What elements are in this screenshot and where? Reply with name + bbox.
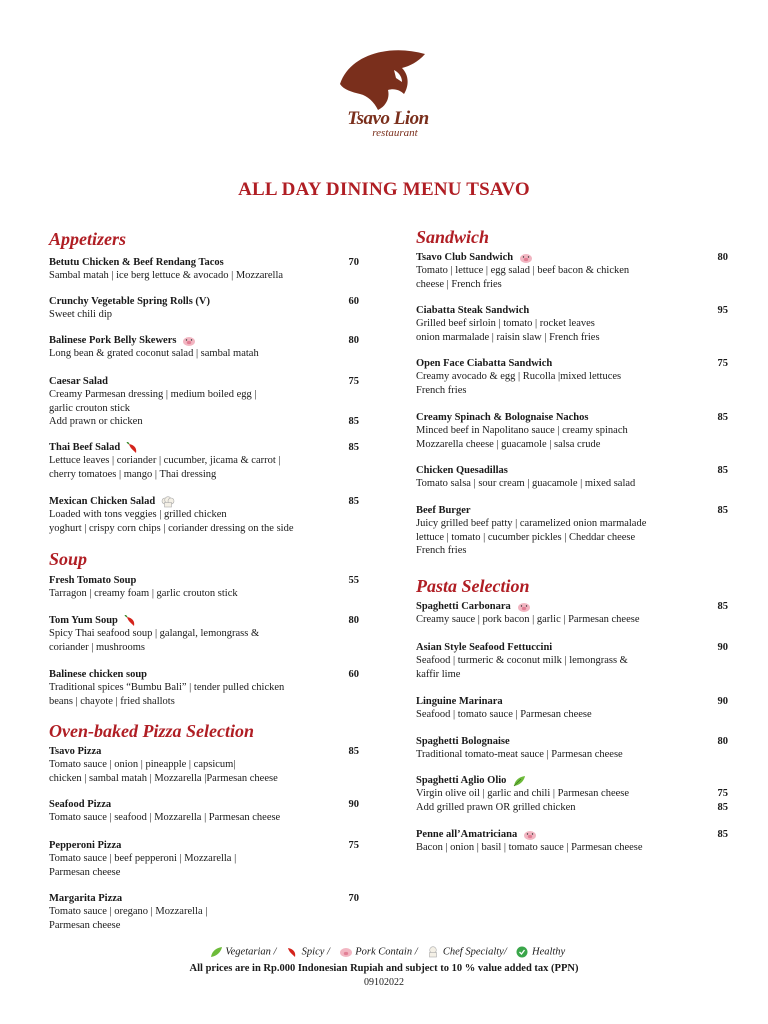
item-price: 60 <box>348 669 359 680</box>
item-price: 70 <box>348 893 359 904</box>
menu-item <box>49 668 359 708</box>
item-description: Bacon | onion | basil | tomato sauce | Parmesan cheese <box>416 842 643 854</box>
item-name: Balinese chicken soup <box>49 669 148 680</box>
item-description: Parmesan cheese <box>49 919 121 931</box>
item-price: 80 <box>348 615 359 626</box>
item-name: Chicken Quesadillas <box>416 465 508 476</box>
item-extra-price: 85 <box>348 416 359 427</box>
item-description: Creamy avocado & egg | Rucolla |mixed lettuces <box>416 371 622 383</box>
item-description: chicken | sambal matah | Mozzarella |Parmesan cheese <box>49 772 278 784</box>
item-description: French fries <box>416 545 467 557</box>
menu-item <box>49 614 359 654</box>
item-price: 85 <box>348 496 359 507</box>
menu-item <box>416 357 728 397</box>
menu-item <box>416 251 728 291</box>
menu-item <box>49 839 359 879</box>
legend-spicy: Spicy / <box>301 946 330 958</box>
item-price: 85 <box>348 746 359 757</box>
item-name: Open Face Ciabatta Sandwich <box>416 358 553 369</box>
item-description: Minced beef in Napolitano sauce | creamy spinach <box>416 425 628 437</box>
item-name: Thai Beef Salad <box>49 442 121 453</box>
menu-item <box>416 735 728 762</box>
section-title: Oven-baked Pizza Selection <box>49 721 254 741</box>
item-description: Sambal matah | ice berg lettuce & avocado | Mozzarella <box>49 270 284 282</box>
section-title: Appetizers <box>49 229 127 249</box>
pig-icon <box>523 829 537 841</box>
legend-healthy: Healthy <box>531 946 566 958</box>
item-description: Virgin olive oil | garlic and chili | Parmesan cheese <box>416 788 630 800</box>
menu-item <box>416 828 728 855</box>
item-description: Creamy sauce | pork bacon | garlic | Parmesan cheese <box>416 614 640 626</box>
menu-item <box>416 600 728 627</box>
icon-legend <box>0 946 768 958</box>
item-description: yoghurt | crispy corn chips | coriander dressing on the side <box>49 522 294 534</box>
item-name: Beef Burger <box>416 505 471 516</box>
item-description: Tomato sauce | oregano | Mozzarella | <box>49 906 208 918</box>
item-description: Sweet chili dip <box>49 309 112 321</box>
item-price: 85 <box>717 412 728 423</box>
item-name: Crunchy Vegetable Spring Rolls (V) <box>49 296 211 307</box>
menu-item <box>49 495 359 535</box>
item-description: Tomato salsa | sour cream | guacamole | mixed salad <box>416 478 636 490</box>
item-price: 55 <box>348 575 359 586</box>
item-description: Spicy Thai seafood soup | galangal, lemongrass & <box>49 628 260 640</box>
chili-icon <box>285 946 299 958</box>
item-description: Juicy grilled beef patty | caramelized onion marmalade <box>416 518 647 530</box>
item-name: Seafood Pizza <box>49 799 112 810</box>
item-price: 90 <box>348 799 359 810</box>
menu-title: ALL DAY DINING MENU TSAVO <box>238 179 530 200</box>
item-description: Lettuce leaves | coriander | cucumber, jicama & carrot | <box>49 455 281 467</box>
item-name: Linguine Marinara <box>416 696 503 707</box>
item-name: Pepperoni Pizza <box>49 840 122 851</box>
menu-item <box>49 892 359 932</box>
item-description: Parmesan cheese <box>49 866 121 878</box>
menu-item <box>416 504 728 558</box>
menu-item <box>416 641 728 681</box>
item-name: Tom Yum Soup <box>49 615 118 626</box>
item-name: Tsavo Club Sandwich <box>416 252 514 263</box>
pig-icon <box>182 335 196 347</box>
item-price: 85 <box>717 465 728 476</box>
section-title: Pasta Selection <box>416 576 530 596</box>
healthy-icon <box>515 946 529 958</box>
menu-item <box>49 798 359 825</box>
item-description: Traditional tomato-meat sauce | Parmesan cheese <box>416 749 623 761</box>
item-price: 70 <box>348 257 359 268</box>
item-description: onion marmalade | raisin slaw | French fries <box>416 331 600 343</box>
item-name: Mexican Chicken Salad <box>49 496 156 507</box>
section-title: Soup <box>49 549 88 569</box>
item-price: 80 <box>717 736 728 747</box>
right-column <box>416 226 728 866</box>
item-name-row <box>416 828 728 841</box>
section-title: Sandwich <box>416 227 490 247</box>
item-description: Mozzarella cheese | guacamole | salsa crude <box>416 438 601 450</box>
item-description: Tomato | lettuce | egg salad | beef bacon & chicken <box>416 265 630 277</box>
chili-icon <box>124 615 138 627</box>
item-name-row <box>416 251 728 264</box>
item-description: Tarragon | creamy foam | garlic crouton stick <box>49 588 238 600</box>
item-name-row <box>49 334 359 347</box>
item-price: 75 <box>717 788 728 799</box>
item-name-row <box>49 614 359 627</box>
item-name-row <box>49 495 359 508</box>
menu-item <box>416 774 728 814</box>
legend-pork: Pork Contain / <box>355 946 418 958</box>
item-name: Ciabatta Steak Sandwich <box>416 305 530 316</box>
price-disclaimer: All prices are in Rp.000 Indonesian Rupiah and subject to 10 % value added tax (PPN) <box>189 963 579 974</box>
item-name-row <box>416 774 728 787</box>
item-description: Seafood | tomato sauce | Parmesan cheese <box>416 709 592 721</box>
item-price: 90 <box>717 642 728 653</box>
item-description: Creamy Parmesan dressing | medium boiled egg | <box>49 389 257 401</box>
item-name: Tsavo Pizza <box>49 746 102 757</box>
item-description: Grilled beef sirloin | tomato | rocket leaves <box>416 318 595 330</box>
pig-icon <box>517 601 531 613</box>
left-column <box>49 228 359 948</box>
item-price: 90 <box>717 696 728 707</box>
menu-item <box>49 256 359 283</box>
item-name: Margarita Pizza <box>49 893 123 904</box>
item-name: Balinese Pork Belly Skewers <box>49 335 177 346</box>
menu-item <box>49 375 359 429</box>
item-description: kaffir lime <box>416 668 461 680</box>
item-description: Tomato sauce | onion | pineapple | capsicum| <box>49 759 236 771</box>
item-description: French fries <box>416 384 467 396</box>
item-price: 85 <box>717 505 728 516</box>
leaf-icon <box>512 775 526 787</box>
menu-item <box>49 295 359 322</box>
legend-chef: Chef Specialty/ <box>442 946 507 958</box>
item-price: 80 <box>348 335 359 346</box>
item-name: Spaghetti Bolognaise <box>416 736 510 747</box>
item-description: Loaded with tons veggies | grilled chicken <box>49 509 227 521</box>
menu-item <box>49 745 359 785</box>
item-price: 60 <box>348 296 359 307</box>
item-name: Spaghetti Carbonara <box>416 601 511 612</box>
chef-hat-icon <box>161 496 175 508</box>
pig-icon <box>339 946 353 958</box>
section-soup <box>49 548 359 570</box>
menu-code: 09102022 <box>364 977 404 988</box>
menu-item <box>416 464 728 491</box>
item-extra-price: 85 <box>717 802 728 813</box>
logo-name: Tsavo Lion <box>347 108 429 129</box>
pig-icon <box>519 252 533 264</box>
chili-icon <box>126 442 140 454</box>
item-name: Betutu Chicken & Beef Rendang Tacos <box>49 257 224 268</box>
section-appetizers <box>49 228 359 250</box>
item-description: lettuce | tomato | cucumber pickles | Cheddar cheese <box>416 531 636 543</box>
item-description: Long bean & grated coconut salad | sambal matah <box>49 348 259 360</box>
item-description: Seafood | turmeric & coconut milk | lemongrass & <box>416 655 628 667</box>
restaurant-logo <box>330 44 440 140</box>
item-description: cherry tomatoes | mango | Thai dressing <box>49 468 217 480</box>
logo-subtitle: restaurant <box>372 127 418 139</box>
section-sandwich <box>416 226 728 248</box>
menu-item <box>49 574 359 601</box>
legend-vegetarian: Vegetarian / <box>225 946 277 958</box>
menu-item <box>49 334 359 361</box>
menu-item <box>49 441 359 481</box>
item-name: Penne all’Amatriciana <box>416 829 518 840</box>
item-description: beans | chayote | fried shallots <box>49 695 175 707</box>
item-name: Asian Style Seafood Fettuccini <box>416 642 553 653</box>
chef-hat-icon <box>426 946 440 958</box>
section-pasta <box>416 575 728 597</box>
item-name: Spaghetti Aglio Olio <box>416 775 507 786</box>
item-price: 80 <box>717 252 728 263</box>
menu-item <box>416 411 728 451</box>
menu-item <box>416 695 728 722</box>
item-description: coriander | mushrooms <box>49 641 145 653</box>
section-pizza <box>49 720 359 742</box>
item-price: 75 <box>348 376 359 387</box>
item-name: Creamy Spinach & Bolognaise Nachos <box>416 412 589 423</box>
item-name: Caesar Salad <box>49 376 109 387</box>
item-price: 85 <box>348 442 359 453</box>
item-description: Tomato sauce | seafood | Mozzarella | Parmesan cheese <box>49 812 281 824</box>
item-price: 75 <box>348 840 359 851</box>
item-description: cheese | French fries <box>416 278 502 290</box>
item-name-row <box>49 441 359 454</box>
item-name: Fresh Tomato Soup <box>49 575 137 586</box>
item-name-row <box>416 600 728 613</box>
item-price: 85 <box>717 601 728 612</box>
item-description: Add prawn or chicken <box>49 416 143 428</box>
item-price: 75 <box>717 358 728 369</box>
item-description: Traditional spices “Bumbu Bali” | tender pulled chicken <box>49 682 285 694</box>
item-price: 95 <box>717 305 728 316</box>
item-description: Add grilled prawn OR grilled chicken <box>416 801 576 813</box>
menu-item <box>416 304 728 344</box>
item-description: garlic crouton stick <box>49 402 131 414</box>
item-price: 85 <box>717 829 728 840</box>
item-description: Tomato sauce | beef pepperoni | Mozzarella | <box>49 853 237 865</box>
leaf-icon <box>209 946 223 958</box>
